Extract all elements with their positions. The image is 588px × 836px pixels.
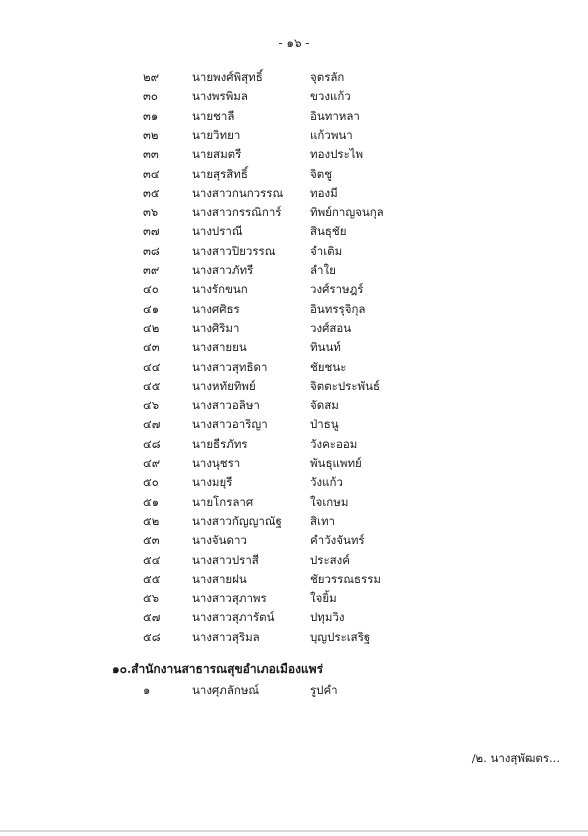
item-number: ๒๙ xyxy=(143,70,160,84)
item-number: ๔๓ xyxy=(143,340,160,355)
item-number: ๔๘ xyxy=(143,436,161,451)
item-first-name: นางสาวอาริญา xyxy=(192,417,268,432)
item-number: ๔๗ xyxy=(143,417,161,432)
item-first-name: นางสายฝน xyxy=(192,571,247,586)
item-number: ๕๑ xyxy=(143,494,160,509)
item-first-name: นายสุรสิทธิ์ xyxy=(192,166,248,181)
item-first-name: นางสาวปราสี xyxy=(192,552,259,567)
item-number: ๕๔ xyxy=(143,552,161,567)
item-number: ๔๖ xyxy=(143,398,160,413)
item-number: ๕๕ xyxy=(143,571,161,586)
item-first-name: นางสาวกนกวรรณ xyxy=(192,185,284,200)
item-first-name: นางมยุรี xyxy=(192,475,233,490)
item-last-name: ใจเกษม xyxy=(310,494,349,509)
item-number: ๓๘ xyxy=(143,243,160,258)
page-number: - ๑๖ - xyxy=(278,36,310,50)
item-last-name: อินทาหลา xyxy=(310,108,360,123)
item-first-name: นางสาวกัญญาณัฐ xyxy=(192,513,282,528)
item-number: ๔๐ xyxy=(143,282,159,297)
item-first-name: นายสมตรี xyxy=(192,147,242,162)
item-first-name: นางจันดาว xyxy=(192,533,247,548)
item-last-name: จิตตะประพันธ์ xyxy=(310,378,380,393)
item-first-name: นายธีรภัทร xyxy=(192,436,248,451)
item-number: ๔๕ xyxy=(143,378,161,393)
section-heading: ๑๐.สำนักงานสาธารณสุขอำเภอเมืองแพร่ xyxy=(112,662,324,676)
item-last-name: พันธุแพทย์ xyxy=(310,456,362,470)
item-number: ๑ xyxy=(143,683,151,697)
item-number: ๔๑ xyxy=(143,301,160,316)
item-last-name: วงศ์สอน xyxy=(310,320,352,335)
item-number: ๕๗ xyxy=(143,610,161,625)
item-first-name: นางหทัยทิพย์ xyxy=(192,378,256,393)
item-number: ๕๘ xyxy=(143,629,161,644)
item-number: ๓๗ xyxy=(143,224,160,239)
item-last-name: ขวงแก้ว xyxy=(310,89,351,104)
item-first-name: นางสาวสุภารัตน์ xyxy=(192,610,275,625)
item-last-name: จุตรลัก xyxy=(310,70,345,84)
item-number: ๓๔ xyxy=(143,166,160,181)
item-last-name: ป่าธนู xyxy=(310,417,339,432)
item-number: ๓๑ xyxy=(143,108,159,123)
item-last-name: รูปคำ xyxy=(310,683,338,697)
item-last-name: ใจยิ้ม xyxy=(310,591,337,606)
item-last-name: ทินนท์ xyxy=(310,340,341,355)
item-last-name: วงศ์ราษฎร์ xyxy=(310,282,364,297)
item-number: ๓๐ xyxy=(143,89,158,104)
item-number: ๓๒ xyxy=(143,127,159,142)
item-last-name: จิตชู xyxy=(310,166,333,181)
item-number: ๔๔ xyxy=(143,359,161,374)
item-number: ๕๒ xyxy=(143,513,160,528)
item-last-name: วังแก้ว xyxy=(310,475,343,490)
item-number: ๕๐ xyxy=(143,475,159,490)
item-first-name: นายวิทยา xyxy=(192,127,241,142)
page-edge-line xyxy=(0,830,588,832)
item-first-name: นางนุชรา xyxy=(192,456,241,470)
item-last-name: ชัยชนะ xyxy=(310,359,347,374)
item-number: ๔๒ xyxy=(143,320,160,335)
item-last-name: บุญประเสริฐ xyxy=(310,629,371,644)
item-last-name: แก้วพนา xyxy=(310,127,353,142)
item-first-name: นางสาวสุทธิดา xyxy=(192,359,268,374)
item-last-name: ชัยวรรณธรรม xyxy=(310,571,381,586)
footer-note: /๒. นางสุพัฒตร... xyxy=(471,751,560,765)
item-first-name: นางพรพิมล xyxy=(192,89,248,104)
item-number: ๕๓ xyxy=(143,533,160,548)
item-first-name: นางรักขนก xyxy=(192,282,248,297)
item-last-name: จัดสม xyxy=(310,398,339,413)
item-number: ๓๙ xyxy=(143,263,160,277)
item-last-name: ทิพย์กาญจนกุล xyxy=(310,205,384,220)
item-first-name: นางสาวกรรณิการ์ xyxy=(192,205,282,220)
item-first-name: นางปราณี xyxy=(192,224,243,239)
item-last-name: ประสงค์ xyxy=(310,552,350,567)
item-first-name: นางศิริมา xyxy=(192,320,240,335)
item-first-name: นางสาวปิยวรรณ xyxy=(192,243,276,258)
item-first-name: นางศุภลักษณ์ xyxy=(192,683,260,697)
item-last-name: สินธุชัย xyxy=(310,224,347,239)
item-number: ๕๖ xyxy=(143,591,160,606)
item-first-name: นางศศิธร xyxy=(192,301,240,316)
item-last-name: สิเทา xyxy=(310,513,335,528)
item-last-name: วังคะออม xyxy=(310,436,358,451)
item-first-name: นางสายยน xyxy=(192,340,247,355)
item-last-name: จำเติม xyxy=(310,243,343,258)
item-first-name: นางสาวสุภาพร xyxy=(192,591,267,606)
item-first-name: นางสาวอลิษา xyxy=(192,398,260,413)
item-number: ๓๖ xyxy=(143,205,159,220)
item-last-name: ปทุมวิง xyxy=(310,610,345,625)
item-last-name: ทองมี xyxy=(310,185,338,200)
item-first-name: นายโกรลาศ xyxy=(192,494,254,509)
item-last-name: ทองประไพ xyxy=(310,147,364,162)
item-last-name: คำวังจันทร์ xyxy=(310,533,365,548)
item-last-name: ลำใย xyxy=(310,263,336,277)
item-number: ๓๓ xyxy=(143,147,159,162)
item-first-name: นายชาลี xyxy=(192,108,235,123)
item-last-name: อินทรรุจิกุล xyxy=(310,301,366,316)
item-first-name: นายพงศ์พิสุทธิ์ xyxy=(192,70,263,84)
item-number: ๔๙ xyxy=(143,456,161,470)
item-first-name: นางสาวภัทรี xyxy=(192,263,254,277)
item-first-name: นางสาวสุริมล xyxy=(192,629,260,644)
item-number: ๓๕ xyxy=(143,185,160,200)
